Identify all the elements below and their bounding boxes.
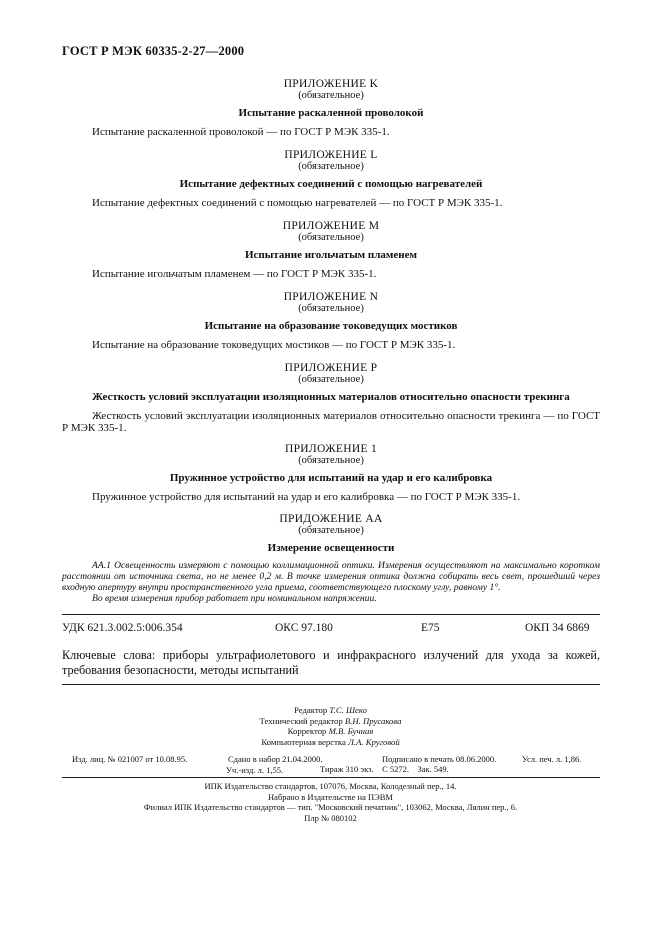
appendix-title: ПРИЛОЖЕНИЕ L [284, 149, 378, 161]
appendix-heading: Испытание игольчатым пламенем [244, 249, 418, 261]
footer-line: ИПК Издательство стандартов, 107076, Москва, Колодезный пер., 14. [204, 781, 457, 791]
credit-editor: Редактор Т.С. Шеко [294, 705, 367, 715]
print-date: Подписано в печать 08.06.2000. [382, 754, 497, 764]
e-code: Е75 [421, 622, 440, 634]
divider [62, 684, 600, 685]
appendix-heading: Испытание на образование токоведущих мостиков [204, 320, 458, 332]
appendix-heading: Жесткость условий эксплуатации изоляционных материалов относительно опасности трекинга [92, 391, 570, 403]
appendix-heading: Испытание дефектных соединений с помощью нагревателей [179, 178, 483, 190]
aa-paragraph: АА.1 Освещенность измеряют с помощью коллимационной оптики. Измерения осуществляют на максимально коротком расстоянии от источника света, но не менее 0,2 м. В точке измерения оптика должна собирать весь свет, прошедший через входную апертуру внутри пространственного угла приема, соответствующего плоскому углу, равному 1°. [62, 560, 600, 593]
appendix-title: ПРИЛОЖЕНИЕ P [284, 362, 378, 374]
appendix-title: ПРИЛОЖЕНИЕ K [283, 78, 379, 90]
appendix-status: (обязательное) [298, 374, 364, 385]
credit-tech-editor: Технический редактор В.Н. Прусакова [259, 715, 402, 726]
divider [62, 614, 600, 615]
appendix-k [62, 78, 600, 138]
license-info: Изд. лиц. № 021007 от 10.08.95. [72, 754, 188, 764]
print-run: Тираж 310 экз. С 5272. Зак. 549. [320, 764, 449, 774]
appendix-heading: Измерение освещенности [267, 542, 395, 554]
appendix-body: Испытание игольчатым пламенем — по ГОСТ Р МЭК 335-1. [92, 268, 377, 280]
appendix-body: Испытание раскаленной проволокой — по ГОСТ Р МЭК 335-1. [92, 126, 390, 138]
appendix-status: (обязательное) [298, 90, 364, 101]
appendix-status: (обязательное) [298, 303, 364, 314]
appendix-l [62, 149, 600, 209]
print-sheets: Усл. печ. л. 1,86. [522, 754, 582, 764]
appendix-heading: Пружинное устройство для испытаний на удар и его калибровка [169, 472, 493, 484]
okp-code: ОКП 34 6869 [525, 622, 590, 634]
appendix-status: (обязательное) [298, 232, 364, 243]
credits [0, 705, 661, 747]
appendix-status: (обязательное) [298, 455, 364, 466]
document-header: ГОСТ Р МЭК 60335-2-27—2000 [62, 44, 245, 58]
appendix-n [62, 291, 600, 351]
appendix-title: ПРИЛОЖЕНИЕ 1 [284, 443, 377, 455]
appendix-aa [62, 513, 600, 555]
appendix-body: Пружинное устройство для испытаний на удар и его калибровка — по ГОСТ Р МЭК 335-1. [92, 491, 521, 503]
footer-line: Набрано в Издательстве на ПЭВМ [268, 791, 393, 802]
aa-paragraph: Во время измерения прибор работает при номинальном напряжении. [92, 593, 377, 604]
credit-corrector: Корректор М.В. Бучная [287, 726, 374, 736]
keywords: Ключевые слова: приборы ультрафиолетового и инфракрасного излучений для ухода за кожей, требования безопасности, методы испытаний [62, 648, 600, 677]
appendix-heading: Испытание раскаленной проволокой [238, 107, 424, 119]
divider [62, 777, 600, 778]
appendix-title: ПРИЛОЖЕНИЕ N [283, 291, 379, 303]
appendix-body: Испытание на образование токоведущих мостиков — по ГОСТ Р МЭК 335-1. [92, 339, 456, 351]
appendix-title: ПРИДОЖЕНИЕ АА [279, 513, 383, 525]
imprint-footer [0, 781, 661, 823]
footer-line: Филиал ИПК Издательство стандартов — тип. "Московский печатник", 103062, Москва, Лялин пер., 6. [143, 802, 518, 812]
footer-line: Плр № 080102 [304, 812, 357, 823]
credit-layout: Компьютерная верстка Л.А. Круговой [261, 736, 400, 747]
appendix-1 [62, 443, 600, 503]
appendix-p [62, 362, 600, 434]
appendix-title: ПРИЛОЖЕНИЕ M [282, 220, 380, 232]
appendix-status: (обязательное) [298, 525, 364, 536]
appendix-body: Испытание дефектных соединений с помощью нагревателей — по ГОСТ Р МЭК 335-1. [92, 197, 503, 209]
appendix-status: (обязательное) [298, 161, 364, 172]
udk-code: УДК 621.3.002.5:006.354 [62, 622, 183, 634]
oks-code: ОКС 97.180 [275, 622, 333, 634]
appendix-body: Жесткость условий эксплуатации изоляционных материалов относительно опасности трекинга — по ГОСТ Р МЭК 335-1. [62, 410, 600, 434]
appendix-m [62, 220, 600, 280]
typeset-date: Сдано в набор 21.04.2000. Уч.-изд. л. 1,55. [226, 754, 323, 775]
appendix-aa-text [62, 560, 600, 604]
